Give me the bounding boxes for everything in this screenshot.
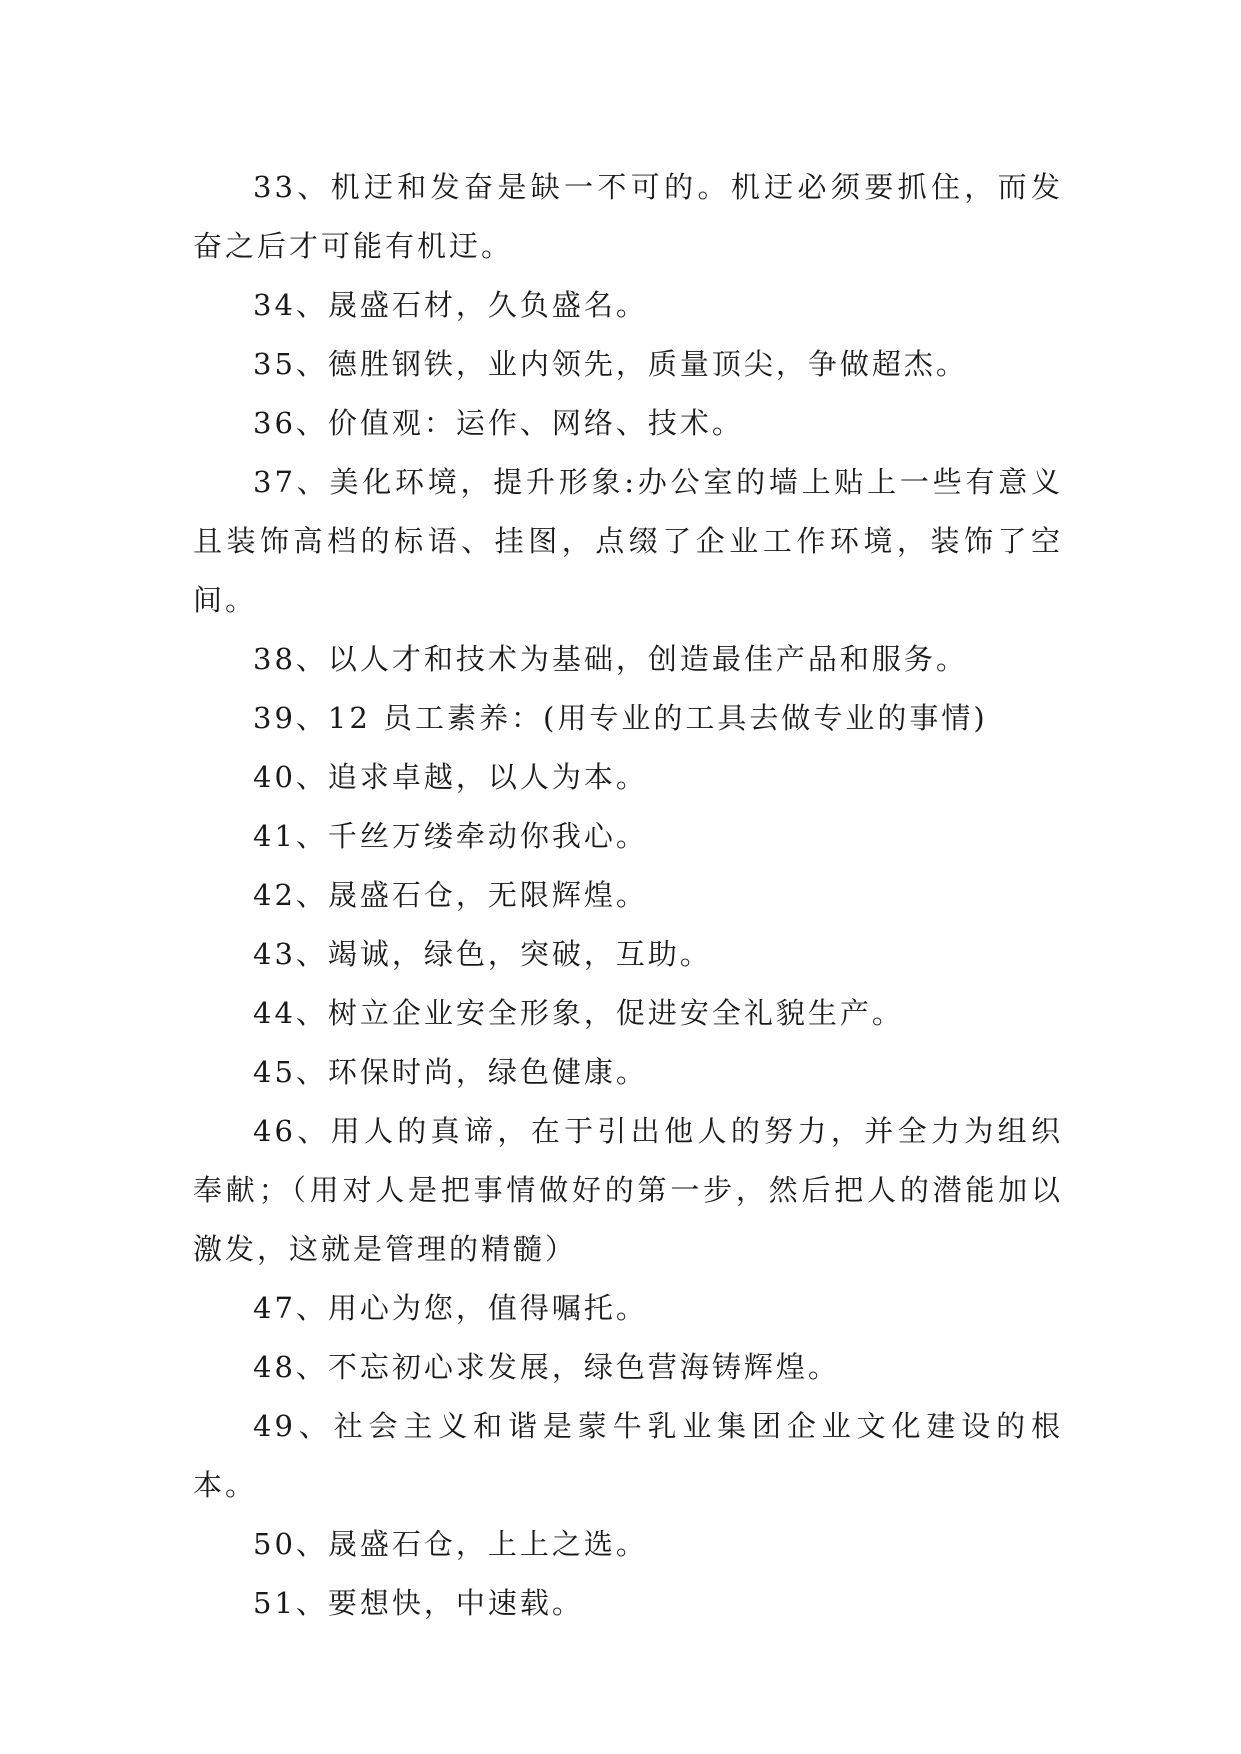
paragraph-33: 33、机迂和发奋是缺一不可的。机迂必须要抓住，而发奋之后才可能有机迂。: [193, 170, 1063, 263]
paragraph-48: 48、不忘初心求发展，绿色营海铸辉煌。: [253, 1350, 840, 1384]
paragraph-41: 41、千丝万缕牵动你我心。: [253, 819, 648, 853]
paragraph-45: 45、环保时尚，绿色健康。: [253, 1055, 648, 1089]
paragraph-40: 40、追求卓越，以人为本。: [253, 760, 648, 794]
paragraph-36: 36、价值观：运作、网络、技术。: [253, 406, 744, 440]
paragraph-34: 34、晟盛石材，久负盛名。: [253, 288, 648, 322]
document-body: [193, 158, 1063, 1633]
paragraph-39: 39、12 员工素养：(用专业的工具去做专业的事情): [253, 701, 988, 735]
paragraph-38: 38、以人才和技术为基础，创造最佳产品和服务。: [253, 642, 968, 676]
paragraph-51: 51、要想快，中速载。: [253, 1586, 584, 1620]
paragraph-42: 42、晟盛石仓，无限辉煌。: [253, 878, 648, 912]
paragraph-35: 35、德胜钢铁，业内领先，质量顶尖，争做超杰。: [253, 347, 968, 381]
paragraph-44: 44、树立企业安全形象，促进安全礼貌生产。: [253, 996, 904, 1030]
paragraph-50: 50、晟盛石仓，上上之选。: [253, 1527, 648, 1561]
paragraph-49: 49、社会主义和谐是蒙牛乳业集团企业文化建设的根本。: [193, 1409, 1063, 1502]
paragraph-47: 47、用心为您，值得嘱托。: [253, 1291, 648, 1325]
paragraph-43: 43、竭诚，绿色，突破，互助。: [253, 937, 712, 971]
paragraph-46: 46、用人的真谛，在于引出他人的努力，并全力为组织奉献；（用对人是把事情做好的第一步，然后把人的潜能加以激发，这就是管理的精髓）: [193, 1114, 1063, 1266]
paragraph-37: 37、美化环境，提升形象:办公室的墙上贴上一些有意义且装饰高档的标语、挂图，点缀了企业工作环境，装饰了空间。: [193, 465, 1063, 617]
